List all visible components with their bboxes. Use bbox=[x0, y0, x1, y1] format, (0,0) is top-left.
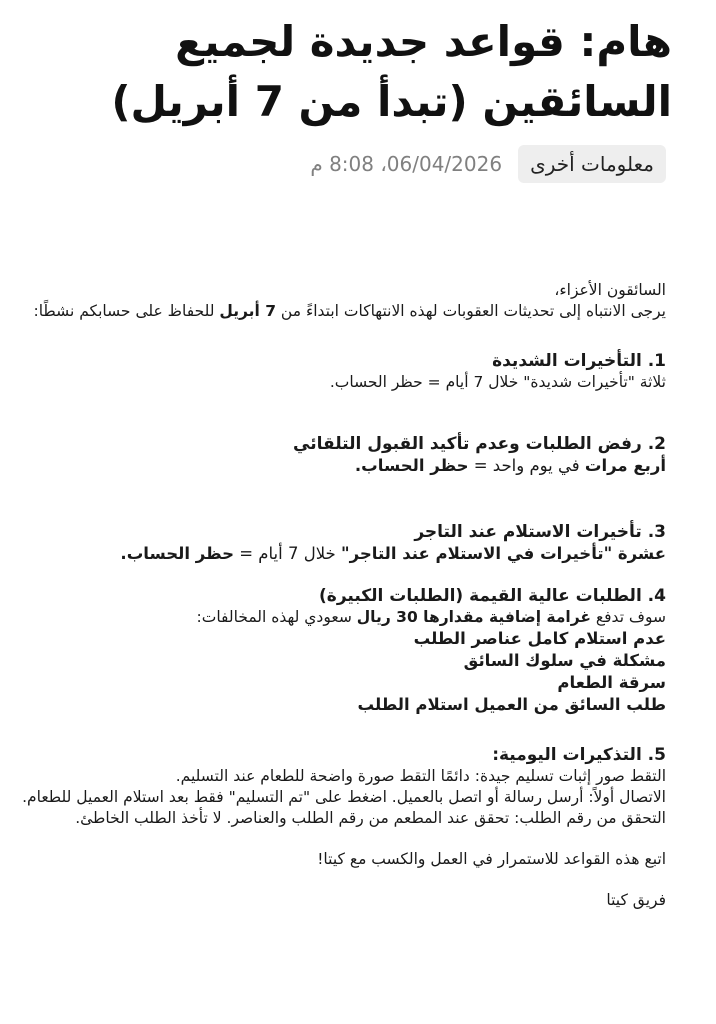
publish-date: 06/04/2026، 8:08 م bbox=[310, 152, 503, 176]
intro-paragraph bbox=[18, 301, 666, 322]
section-2-text bbox=[18, 455, 666, 477]
intro-text-start: يرجى الانتباه إلى تحديثات العقوبات لهذه الانتهاكات ابتداءً من bbox=[275, 302, 666, 320]
section-3-middle: خلال 7 أيام = bbox=[233, 544, 341, 563]
intro-date: 7 أبريل bbox=[219, 302, 276, 320]
intro-text-end: للحفاظ على حسابكم نشطًا: bbox=[33, 302, 220, 320]
section-5-heading: 5. التذكيرات اليومية: bbox=[492, 745, 666, 765]
reminder-line: الاتصال أولاً: أرسل رسالة أو اتصل بالعميل. اضغط على "تم التسليم" فقط بعد استلام العميل للطعام. bbox=[22, 788, 666, 806]
section-2-heading: 2. رفض الطلبات وعدم تأكيد القبول التلقائي bbox=[293, 434, 666, 454]
section-4-text bbox=[18, 607, 666, 628]
violation-item: عدم استلام كامل عناصر الطلب bbox=[413, 629, 666, 648]
section-2-penalty: حظر الحساب. bbox=[354, 456, 469, 475]
section-3-heading: 3. تأخيرات الاستلام عند التاجر bbox=[414, 522, 666, 542]
reminder-line: التحقق من رقم الطلب: تحقق عند المطعم من رقم الطلب والعناصر. لا تأخذ الطلب الخاطئ. bbox=[75, 809, 666, 827]
article-title: هام: قواعد جديدة لجميع السائقين (تبدأ من 7 أبريل) bbox=[111, 17, 672, 126]
section-1-text: ثلاثة "تأخيرات شديدة" خلال 7 أيام = حظر الحساب. bbox=[329, 373, 666, 391]
section-2-middle: في يوم واحد = bbox=[468, 456, 585, 475]
section-3-penalty: حظر الحساب. bbox=[120, 544, 234, 563]
violation-item: طلب السائق من العميل استلام الطلب bbox=[357, 695, 666, 714]
section-4-fine: غرامة إضافية مقدارها 30 ريال bbox=[356, 608, 591, 626]
section-3-text bbox=[18, 543, 666, 565]
category-tag[interactable]: معلومات أخرى bbox=[518, 145, 666, 183]
greeting: السائقون الأعزاء، bbox=[554, 281, 666, 299]
section-4-text-start: سوف تدفع bbox=[590, 608, 666, 626]
section-4-text-end: سعودي لهذه المخالفات: bbox=[196, 608, 357, 626]
reminder-line: التقط صور إثبات تسليم جيدة: دائمًا التقط صورة واضحة للطعام عند التسليم. bbox=[175, 767, 666, 785]
section-1-heading: 1. التأخيرات الشديدة bbox=[492, 351, 666, 371]
violation-item: سرقة الطعام bbox=[557, 673, 666, 692]
signature: فريق كيتا bbox=[606, 891, 666, 909]
section-4-heading: 4. الطلبات عالية القيمة (الطلبات الكبيرة) bbox=[319, 586, 666, 606]
article-meta bbox=[20, 145, 666, 183]
closing-line: اتبع هذه القواعد للاستمرار في العمل والكسب مع كيتا! bbox=[317, 850, 666, 868]
violation-item: مشكلة في سلوك السائق bbox=[463, 651, 666, 670]
section-2-count: أربع مرات bbox=[584, 456, 666, 475]
article-body bbox=[18, 280, 666, 911]
section-3-count: عشرة "تأخيرات في الاستلام عند التاجر" bbox=[341, 544, 666, 563]
